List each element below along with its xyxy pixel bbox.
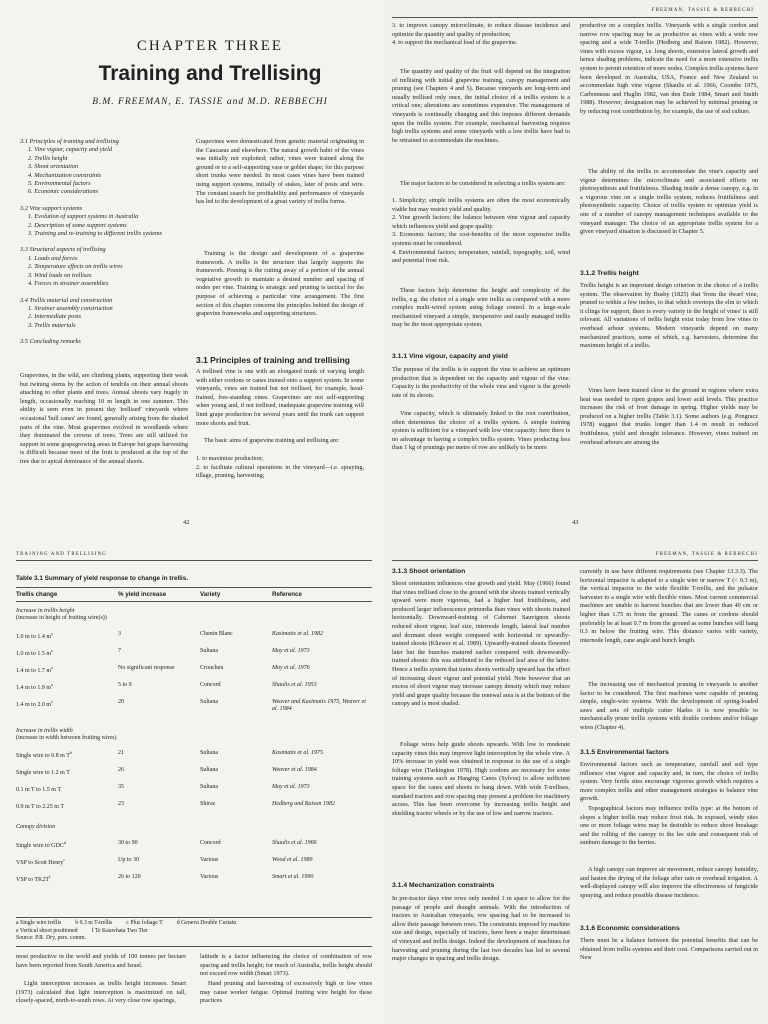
trellis-change-text: VSP to TK2T [16,876,50,883]
bottom-left-text: most productive in the world and yields of 100 tonnes per hectare have been reported from South America and Israel. [16,953,186,969]
toc-section-title: 3.4 Trellis material and construction [20,296,113,304]
yield-cell: 30 to 90 [118,839,138,846]
footnote: e Vertical shoot positioned [16,927,78,934]
col1-paragraph-2: Foliage wires help guide shoots upwards. With low to moderate capacity vines this may improve light interception by the whole vine. A 10% increase in yield was obtained in response to the use of a single foliage wire (Turkington 1978). High cordons are necessary for some training systems such as Hanging Canes (Sylvoz) to allow sufficient space for the canes and shoots to hang down. With wide T-trellises, standard tractors and row spacing may present a problem for machinery access. This has been overcome by increasing trellis height and shielding tractor wheels or by the use of low and narrow tractors. [392,741,570,817]
trellis-change-cell [16,759,118,776]
trellis-change-text: 1.0 m to 1.5 m [16,650,52,657]
bottom-right-text-2: Hand pruning and harvesting of excessively high or low vines may cause worker fatigue. Optimal fruiting wire height for these practices [200,980,372,1005]
table-row [16,849,372,866]
reference-cell: Weaver et al. 1984 [272,767,317,774]
toc-item: 4. Forces in strainer assemblies [28,280,109,288]
page-43 [384,0,768,535]
reference-cell: May et al. 1976 [272,664,310,671]
toc-item: 3. Training and re-training to different trellis systems [28,230,162,238]
chapter-title: Training and Trellising [98,62,322,85]
toc-section [20,205,190,239]
variety-cell: Various [200,873,219,880]
footnote-marker: b [69,750,72,756]
table-row [16,866,372,883]
trellis-change-text: Single wire to GDC [16,842,64,849]
trellis-change-text: 0.9 m T to 2.25 m T [16,804,65,811]
table-row [16,640,372,657]
running-head: TRAINING AND TRELLISING [16,552,107,557]
aim-item: 1. to maximize production; [196,455,264,462]
reference-cell: May et al. 1973 [272,647,310,654]
list-item: 1. Simplicity; simple trellis systems are often the most economically viable but may restrict yield and quality. [392,197,570,213]
trellis-change-cell [16,866,118,883]
intro-paragraph: Grapevines were domesticated from genetic material originating in the Caucasus and elsewhere. The natural growth habit of the vines was initially not exploited; rather, vines were trained along the ground or to a self-supporting vase or goblet shape; for this purpose short trunks were needed. In most cases vines have been trained using support systems, initially of stakes, later of posts and wire. The constant search for profitability and performance of vineyards has led to the development of a great variety of trellis forms. [196,138,364,206]
table-source: Source: P.R. Dry, pers. comm. [16,935,86,942]
column-header: Variety [200,591,221,598]
toc-item: 6. Economic considerations [28,188,99,196]
group-title: Increase in trellis height [16,608,75,614]
trellis-change-cell [16,776,118,793]
section-heading-3-1-4: 3.1.4 Mechanization constraints [392,882,495,889]
table-top-rule [16,587,372,588]
toc-item: 3. Wind loads on trellises [28,271,92,279]
table-bottom-rule [16,917,372,918]
col2-paragraph-3: Trellis height is an important design criterion in the choice of a trellis system. The observation by Busby (1825) that 'from the dwarf vine, pruned to within a few inches, to that which overtops the elm to which it clings for support, there is every variety in the height of vines' is still relevant. All variations of trellis height exist today from low vines to overhead arbour systems. Modern vineyards depend on many mechanized practices, some of which, e.g. harvesters, determine the maximum height of a trellis. [580,282,758,350]
col2-paragraph-4: Vines have been trained close to the ground in regions where extra heat was needed to ripen grapes and lower acid levels. This practice increases the risk of frost damage in spring. Higher yields may be produced on a higher trellis (Table 3.1). Some authors (e.g. Pongracz 1978) suggest that trunks longer than 1.4 m result in reduced fruitfulness, yield and drought tolerance. However, vines trained on overhead arbours are among the [580,387,758,446]
col1-paragraph-5: Vine capacity, which is ultimately linked to the root contribution, often determines the choice of a trellis system. A simple training system is sufficient for a vineyard with low vine capacity: here there is no advantage in having a complex trellis system. Vines producing less than 1 kg of prunings per metre of row are unlikely to be more [392,410,570,452]
table-of-contents [20,138,190,355]
section-heading-3-1-3: 3.1.3 Shoot orientation [392,568,466,575]
section-heading-3-1-6: 3.1.6 Economic considerations [580,925,680,932]
left-column-text: Grapevines, in the wild, are climbing plants, supporting their weak but twining stems by the action of tendrils on their annual shoots attaching to other plants and trees. Annual shoots vary hugely in length, occasionally reaching 10 m length in one summer. This ability is seen even in present day 'trellised' vineyards where occasional 'bull canes' are found, generally arising from the shaded parts of the vine. Most grapevines evolved in woodlands where they dominated the crowns of trees. Trees are still utilized for support in some grapegrowing areas in Europe but grape harvesting is difficult because most of the fruit is produced at the top of the tree due to apical dominance of the annual shoots. [20,372,188,465]
trellis-change-cell [16,674,118,691]
trellis-change-text: 1.4 m to 1.9 m [16,684,52,691]
column-header: % yield increase [118,591,167,598]
trellis-change-cell [16,657,118,674]
yield-cell: 21 [118,750,124,757]
column-header: Reference [272,591,302,598]
toc-item: 2. Temperature effects on trellis wires [28,263,123,271]
trellis-change-cell [16,793,118,810]
table-row [16,742,372,759]
trellis-change-cell [16,742,118,759]
toc-item: 1. Evolution of support systems in Australia [28,213,139,221]
table-row [16,776,372,793]
reference-cell: Weaver and Kasimatis 1975, Weaver et al. 1984 [272,698,366,713]
col2-paragraph-1: productive on a complex trellis. Vineyards with a single cordon and narrow row spacing may be as productive as vines with a wide row spacing and a wide T-trellis (Hedberg and Raison 1982). However, vines with excess vigour, i.e. long shoots, extensive lateral growth and hence shading problems, indicate the need for a more extensive trellis system to permit retention of more nodes. Complex trellis systems have been developed in Australia, USA, France and New Zealand to accommodate high vine vigour (Shaulis et al. 1966, Coombe 1975, Carbonneau and Huglin 1982, van den Ende 1984, Smart and Smith 1988). However, designation may be achieved by minimal pruning or by reducing root contribution by, for example, the use of sod culture. [580,22,758,115]
chapter-authors: B.M. FREEMAN, E. TASSIE and M.D. REBBECHI [92,97,328,107]
yield-cell: 3 [118,630,121,637]
footnote: d Geneva Double Curtain [176,920,237,926]
toc-section [20,297,190,331]
toc-section-title: 3.3 Structural aspects of trellising [20,246,106,254]
trellis-change-cell [16,640,118,657]
toc-section-title: 3.1 Principles of training and trellising [20,138,119,145]
chapter-number: CHAPTER THREE [136,38,284,54]
notes-rule [16,946,372,947]
trellis-change-cell [16,623,118,640]
variety-cell: Various [200,856,219,863]
footnote: c Plus foliage T [126,920,163,926]
col1-paragraph-1: Shoot orientation influences vine growth and yield. May (1966) found that vines trellised close to the ground with the shoots trained vertically upward were more vigorous, had a higher bud fruitfulness, and produced larger inflorescence primordia than vines with shoots trained horizontally. Downward-training of Cabernet Sauvignon shoots reduced shoot vigour, leaf size, internode length, lateral leaf number and dormant shoot weight compared with horizontal or upwardly-trained shoots (Kliewer et al. 1989). Upwardly-trained shoots flowered later but the bunches matured earlier compared with downwardly-trained shoots: this was attributed to the reduced leaf area of the latter. Hence a trellis system that trains shoots vertically upward has the effect of increasing shoot vigour and potential yield. Note however that an excess of shoot vigour may increase canopy density which may reduce yield and grape quality because the renewal area is at the bottom of the canopy and is most shaded. [392,580,570,708]
toc-section [20,246,190,288]
variety-cell: Sultana [200,647,218,654]
yield-cell: 5 to 9 [118,681,132,688]
table-group-row [16,810,372,831]
trellis-change-cell [16,832,118,849]
variety-cell: Shiraz [200,801,216,808]
aims-list [196,455,364,481]
list-item: 3. Economic factors; the cost-benefits of the more expensive trellis systems must be considered. [392,231,570,247]
header-rule [16,560,372,561]
table-group-row [16,602,372,623]
footnote: f Te Kauwhata Two Tier [91,927,148,934]
footnote: a Single wire trellis [16,920,62,926]
variety-cell: Crouchen [200,664,224,671]
running-head: FREEMAN, TASSIE & REBBECHI [651,8,754,13]
yield-cell: Up to 30 [118,856,139,863]
group-title: Canopy division [16,824,56,831]
variety-cell: Sultana [200,698,218,705]
section-heading-3-1-1: 3.1.1 Vine vigour, capacity and yield [392,353,508,360]
header-rule [392,560,758,561]
trellis-change-text: Single wire to 1.2 m T [16,770,70,777]
table-row [16,623,372,640]
page-42 [0,0,384,535]
table-header-row [16,591,372,598]
yield-cell: 20 [118,698,124,705]
page-44 [0,535,384,1024]
col1-paragraph-1: The quantity and quality of the fruit will depend on the integration of trellising with initial grapevine training, canopy management and pruning (see Chapters 4 and 5). Because vineyards are long-term and usually trellised only once, the initial choice of a trellis system is a critical one; alterations are sometimes expensive. The management of vineyards is continually changing and this imposes different demands upon the trellis system. For example, mechanical harvesting requires high trellis systems and some vineyards with a low trellis have had to be retrained to accommodate the machines. [392,68,570,144]
footnote-marker: a [51,630,53,636]
table-row [16,793,372,810]
trellis-change-text: VSP to Scott Henry [16,859,64,866]
col1-paragraph-2: The major factors to be considered in selecting a trellis system are: [400,180,566,187]
toc-item: 4. Mechanization constraints [28,171,102,179]
reference-cell: Wood et al. 1989 [272,856,313,863]
section-heading-3-1-5: 3.1.5 Environmental factors [580,749,669,756]
footnote-marker: d [63,839,66,845]
reference-cell: Kasimatis et al. 1975 [272,750,324,757]
footnote: b 0.3 m T-trellis [75,920,113,926]
intro-paragraph-2: Training is the design and development of a grapevine framework. A trellis is the structure that largely supports the framework. Pruning is the cutting away of a portion of the annual vegetative growth to maintain a desired number and spacing of nodes per vine. Training is strategic and pruning is tactical for the purpose of achieving a particular vine arrangement. The first section of this chapter concerns the principles behind the design of grapevine frameworks and supporting structures. [196,250,364,318]
col1-paragraph-3: In pre-tractor days vine rows only needed 1 m space to allow for the passage of people and draught animals. With the introduction of tractors to Australian vineyards, row spacing had to be increased to allow their passage between rows. The constraints imposed by machine size and design, especially of tractors, have been a major determinant of vineyard and trellis design. Indeed the development of machines for harvesting and pruning during the last two decades has led to several major changes in spacing and trellis design. [392,895,570,963]
yield-cell: 26 [118,767,124,774]
trellis-change-text: 1.4 m to 1.7 m [16,667,52,674]
footnote-marker: f [49,873,51,879]
col2-paragraph-1: currently in use have different requirements (see Chapter 13.3.3). The horizontal impactor is adapted to a single wire or narrow T (< 0.3 m), the vertical impactor to the wide flexible T-trellis, and the pulsator harvester to a single wire with flexible vines. Most current commercial machines are unable to harvest bunches that are lower than 40 cm or higher than 1.75 m from the ground. The canes or cordons should preferably be at least 0.7 m from the ground as some bunches will hang 0.3 m below the fruiting wire. This distance varies with variety, internode length, cane angle and bunch length. [580,568,758,644]
yield-cell: 35 [118,784,124,791]
toc-item: 2. Intermediate posts [28,313,81,321]
variety-cell: Sultana [200,784,218,791]
yield-cell: 23 [118,801,124,808]
toc-item: 1. Vine vigour, capacity and yield [28,146,112,154]
trellis-change-text: 1.0 m to 1.4 m [16,633,52,640]
yield-table [16,591,372,883]
toc-item: 5. Environmental factors [28,180,91,188]
factors-list [392,197,570,266]
col2-paragraph-2: The increasing use of mechanical pruning in vineyards is another factor to be considered. The first machines were capable of pruning simple, single-wire systems. With the development of spring-loaded saws and sets of multiple cutter blades it is now possible to mechanically prune trellis systems with double cordons and/or foliage wires (Chapter 4). [580,681,758,731]
reference-cell: Hedberg and Raison 1982 [272,801,335,808]
col1-list [392,22,570,48]
section-heading-3-1: 3.1 Principles of training and trellising [196,355,350,365]
bottom-right-text: latitude is a factor influencing the choice of combination of row spacing and trellis height; for much of Australia, trellis height should not exceed row width (Smart 1973). [200,953,372,978]
col2-paragraph-4: Topographical factors may influence trellis type: at the bottom of slopes a higher trellis may reduce frost risk. In exposed, windy sites one or more foliage wires may be desirable to reduce shoot breakage and the rolling of the canopy to the lee side and consequent risk of sunburn damage to the berries. [580,805,758,847]
reference-cell: Shaulis et al. 1953 [272,681,317,688]
reference-cell: Smart et al. 1990 [272,873,314,880]
variety-cell: Chenin Blanc [200,630,233,637]
toc-section [20,138,190,197]
table-group-row [16,714,372,743]
table-row [16,674,372,691]
trellis-change-cell [16,691,118,714]
trellis-change-cell [16,849,118,866]
toc-item: 1. Loads and forces [28,254,78,262]
section-heading-3-1-2: 3.1.2 Trellis height [580,270,639,277]
right-column-text: A trellised vine is one with an elongated trunk of varying length with either cordons or canes trained onto a support system. In some vineyards, vines are trained but not trellised, for example, head-trained, free-standing vines. Grapevines are not self-supporting when young and, if not trellised, inadequate grapevine training will limit grape production for several years until the trunk can support more shoots and fruit. [196,368,364,427]
toc-item: 2. Trellis height [28,154,68,162]
footnote-marker: a [51,647,53,653]
list-item: 4. Environmental factors; temperature, rainfall, topography, soil, wind and potential frost risk. [392,248,570,265]
variety-cell: Concord [200,839,221,846]
reference-cell: May et al. 1973 [272,784,310,791]
group-title: Increase in trellis width [16,727,73,734]
trellis-change-text: Single wire to 0.8 m T [16,753,70,760]
reference-cell: Shaulis et al. 1966 [272,839,317,846]
col2-paragraph-6: There must be a balance between the potential benefits that can be obtained from trellis systems and their cost. Comparisons carried out in New [580,937,758,962]
page-45 [384,535,768,1024]
toc-section-title: 3.2 Vine support systems [20,204,83,212]
toc-item: 3. Trellis materials [28,321,76,329]
running-head: FREEMAN, TASSIE & REBBECHI [655,552,758,557]
trellis-change-text: 0.1 m T to 1.5 m T [16,787,62,794]
footnote-marker: e [51,698,53,704]
reference-cell: Kasimatis et al. 1982 [272,630,324,637]
page-number: 43 [572,519,579,526]
col2-paragraph-2: The ability of the trellis to accommodate the vine's capacity and vigour determines the microclimate and associated effects on photosynthesis and fruitfulness. Shading inside a dense canopy, e.g. in a vigorous vine on a single trellis system, reduces fruitfulness and photosynthetic capacity. Choice of trellis system to optimize yield is one of a number of canopy management techniques available to the vineyard manager. The choice of an appropriate trellis system for a given vineyard situation is discussed in Chapter 5. [580,168,758,236]
page-number: 42 [183,519,190,526]
yield-cell: 26 to 120 [118,873,141,880]
toc-section-title: 3.5 Concluding remarks [20,338,81,346]
list-item: 4. to support the mechanical load of the grapevine. [392,39,518,47]
bottom-left-text-2: Light interception increases as trellis height increases. Smart (1973) calculated that light interception is maximized on tall, closely-spaced, north-to-south rows. At very close row spacings, [16,980,186,1005]
group-subtitle: (increase in height of fruiting wire(s)) [16,615,107,622]
col2-paragraph-3: Environmental factors such as temperature, rainfall and soil type influence vine vigour and capacity and, in turn, the choice of trellis system. Very fertile sites encourage vigorous growth which requires a more complex trellis and other management strategies to balance vine growth. [580,761,758,803]
table-footnotes [16,920,372,943]
table-caption: Table 3.1 Summary of yield response to change in trellis. [16,575,189,582]
yield-cell: No significant response [118,664,175,671]
table-row [16,691,372,714]
list-item: 3. to improve canopy microclimate, to reduce disease incidence and optimize the quantity and quality of production; [392,22,570,38]
trellis-change-text: 1.4 m to 2.0 m [16,701,52,708]
header-rule [392,17,758,18]
col1-paragraph-3: These factors help determine the height and complexity of the trellis, e.g. the choice of a single wire trellis as compared with a more complex multi-wired system using foliage control. In a large-scale mechanized vineyard a simple, inexpensive and easily managed trellis may be the most appropriate system. [392,287,570,329]
variety-cell: Concord [200,681,221,688]
yield-cell: 7 [118,647,121,654]
toc-item: 1. Strainer assembly construction [28,304,113,312]
col1-paragraph-4: The purpose of the trellis is to support the vine to achieve an optimum production that is dependent on the capacity and vigour of the vine. Capacity is the productivity of the whole vine and vigour is the growth rate of its shoots. [392,366,570,399]
variety-cell: Sultana [200,767,218,774]
variety-cell: Sultana [200,750,218,757]
footnote-marker: a [51,664,53,670]
table-row [16,657,372,674]
aim-item: 2. to facilitate cultural operations in the vineyard—i.e. spraying, tillage, pruning, harvesting; [196,463,364,480]
toc-item: 3. Shoot orientation [28,163,79,171]
list-item: 2. Vine growth factors; the balance between vine vigour and capacity which influences yield and grape quality. [392,214,570,230]
table-row [16,759,372,776]
toc-item: 2. Description of some support systems [28,221,127,229]
group-subtitle: (increase in width between fruiting wires) [16,735,117,742]
footnote-marker: a [51,681,53,687]
col2-paragraph-5: A high canopy can improve air movement, reduce canopy humidity, and hasten the drying of the foliage after rain or overhead irrigation. A well-displayed canopy will also improve the effectiveness of fungicide spraying, and reduce possible disease incidence. [580,866,758,899]
toc-section [20,338,190,346]
footnote-marker: c [63,856,66,862]
column-header: Trellis change [16,591,58,598]
right-column-text-2: The basic aims of grapevine training and trellising are: [204,437,340,444]
table-row [16,832,372,849]
